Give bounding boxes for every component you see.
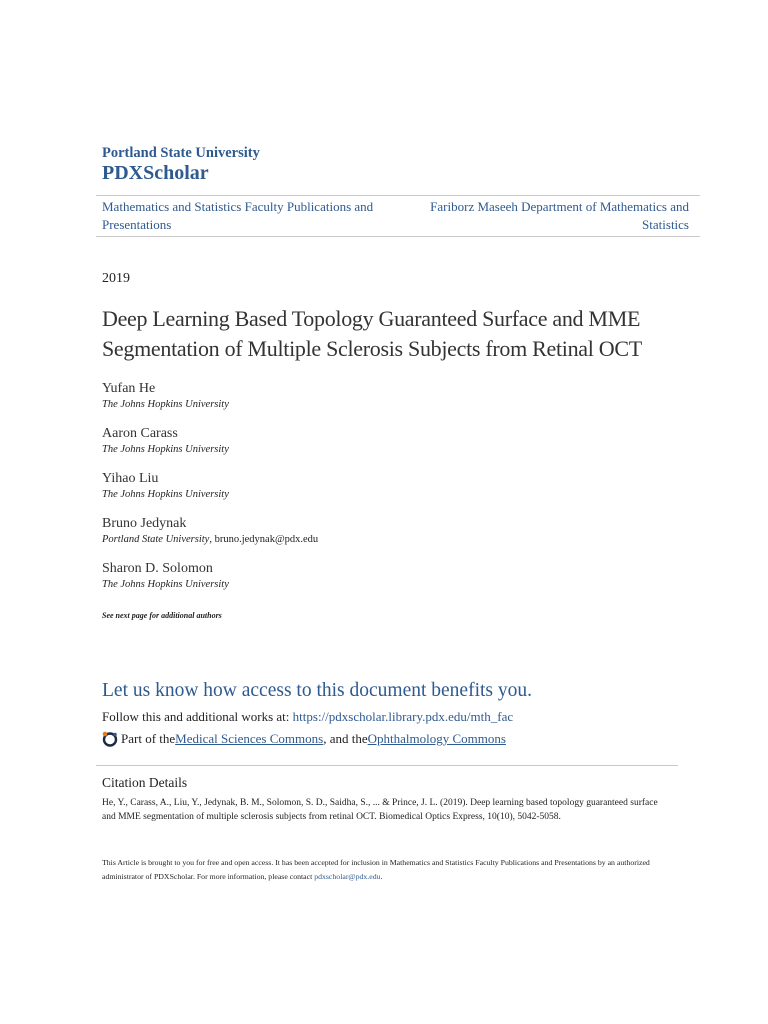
- medical-sciences-commons-link[interactable]: Medical Sciences Commons: [175, 731, 324, 746]
- part-of-prefix: Part of the: [121, 731, 176, 746]
- access-statement-text: This Article is brought to you for free and open access. It has been accepted for inclusion in Mathematics and Statistics Faculty Publications and Presentations by an authorized administrator of PDXScholar. For more information, please contact: [102, 858, 650, 881]
- ophthalmology-commons-link[interactable]: Ophthalmology Commons: [367, 731, 506, 746]
- contact-email-link[interactable]: pdxscholar@pdx.edu: [314, 872, 381, 881]
- collection-link-math-stats-publications[interactable]: [102, 198, 402, 234]
- author-entry: [102, 560, 229, 592]
- collection-url-link[interactable]: https://pdxscholar.library.pdx.edu/mth_fac: [292, 709, 514, 724]
- publication-year: 2019: [102, 271, 130, 286]
- citation-heading: Citation Details: [102, 775, 188, 790]
- author-name: Yufan He: [102, 381, 156, 396]
- collection-left-line1: Mathematics and Statistics Faculty Publications and: [102, 199, 374, 214]
- author-name: Yihao Liu: [102, 471, 159, 486]
- collection-right-line2: Statistics: [642, 217, 689, 232]
- author-name: Bruno Jedynak: [102, 516, 187, 531]
- author-name: Aaron Carass: [102, 426, 178, 441]
- university-name: Portland State University: [102, 145, 260, 161]
- divider-top: [96, 195, 700, 196]
- author-affiliation: The Johns Hopkins University: [102, 399, 229, 410]
- article-title: Deep Learning Based Topology Guaranteed Surface and MME Segmentation of Multiple Sclerosis Subjects from Retinal OCT: [102, 306, 642, 361]
- author-affiliation: The Johns Hopkins University: [102, 579, 229, 590]
- collection-link-maseeh-department[interactable]: [404, 198, 689, 234]
- collection-right-line1: Fariborz Maseeh Department of Mathematics and: [430, 199, 689, 214]
- divider-citation: [96, 765, 678, 766]
- author-entry: [102, 470, 229, 502]
- author-name: Sharon D. Solomon: [102, 561, 213, 576]
- author-entry: [102, 380, 229, 412]
- author-email: , bruno.jedynak@pdx.edu: [209, 534, 319, 545]
- part-of-line: [102, 731, 506, 747]
- benefit-feedback-link[interactable]: Let us know how access to this document benefits you.: [102, 680, 532, 701]
- site-name-link[interactable]: PDXScholar: [102, 162, 209, 184]
- commons-network-icon: [102, 731, 118, 747]
- divider-bottom: [96, 236, 700, 237]
- author-entry: [102, 425, 229, 457]
- citation-text: He, Y., Carass, A., Liu, Y., Jedynak, B. M., Solomon, S. D., Saidha, S., ... & Prince, J. L. (2019). Deep learning based topology guaranteed surface and MME segmentation of multiple sclerosis subjects from retinal OCT. Biomedical Optics Express, 10(10), 5042-5058.: [102, 798, 658, 822]
- author-entry: [102, 515, 318, 547]
- follow-text: Follow this and additional works at:: [102, 709, 293, 724]
- author-affiliation: The Johns Hopkins University: [102, 444, 229, 455]
- part-of-middle: , and the: [323, 731, 368, 746]
- author-affiliation: Portland State University: [102, 534, 210, 545]
- author-affiliation: The Johns Hopkins University: [102, 489, 229, 500]
- access-statement-end: .: [380, 872, 383, 881]
- access-statement: [102, 856, 662, 884]
- additional-authors-note: See next page for additional authors: [102, 611, 222, 620]
- collection-left-line2: Presentations: [102, 217, 172, 232]
- follow-line: [102, 709, 513, 725]
